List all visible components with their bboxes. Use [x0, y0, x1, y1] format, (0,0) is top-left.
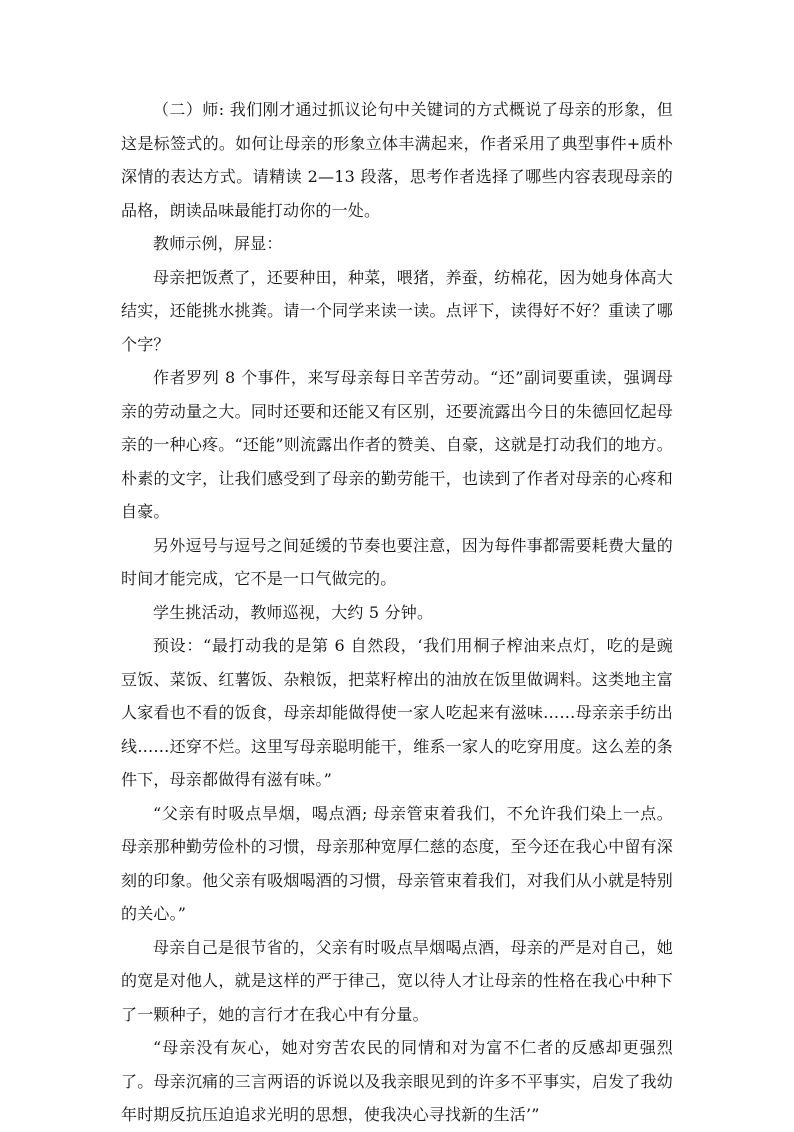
paragraph-quote-mother: “母亲没有灰心，她对穷苦农民的同情和对为富不仁者的反感却更强烈了。母亲沉痛的三言两语的诉说以及我亲眼见到的许多不平事实，启发了我幼年时期反抗压迫追求光明的思想，使我决心寻找新的生活’”	[121, 1038, 673, 1124]
paragraph-teacher-intro: （二）师: 我们刚才通过抓议论句中关键词的方式概说了母亲的形象，但这是标签式的。如何让母亲的形象立体丰满起来，作者采用了典型事件+质朴深情的表达方式。请精读 2—13 段落，思考作者选择了哪些内容表现母亲的品格，朗读品味最能打动你的一处。	[121, 100, 673, 220]
paragraph-quote-father: “父亲有时吸点旱烟，喝点酒; 母亲管束着我们，不允许我们染上一点。母亲那种勤劳俭朴的习惯，母亲那种宽厚仁慈的态度，至今还在我心中留有深刻的印象。他父亲有吸烟喝酒的习惯，母亲管束着我们，对我们从小就是特别的关心。”	[121, 803, 673, 923]
paragraph-teacher-example: 教师示例，屏显：	[153, 234, 283, 253]
document-body	[121, 93, 673, 1132]
paragraph-preset: 预设：“最打动我的是第 6 自然段，‘我们用桐子榨油来点灯，吃的是豌豆饭、菜饭、红薯饭、杂粮饭，把菜籽榨出的油放在饭里做调料。这类地主富人家看也不看的饭食，母亲却能做得使一家人吃起来有滋味……母亲亲手纺出线……还穿不烂。这里写母亲聪明能干，维系一家人的吃穿用度。这么差的条件下，母亲都做得有滋有味。”	[121, 636, 673, 789]
paragraph-student-activity: 学生挑活动，教师巡视，大约 5 分钟。	[153, 602, 434, 622]
paragraph-analysis: 作者罗列 8 个事件，来写母亲每日辛苦劳动。“还”副词要重读，强调母亲的劳动量之大。同时还要和还能又有区别，还要流露出今日的朱德回忆起母亲的一种心疼。“还能”则流露出作者的赞美、自豪，这就是打动我们的地方。朴素的文字，让我们感受到了母亲的勤劳能干，也读到了作者对母亲的心疼和自豪。	[121, 368, 673, 521]
paragraph-rhythm-note: 另外逗号与逗号之间延缓的节奏也要注意，因为每件事都需要耗费大量的时间才能完成，它不是一口气做完的。	[121, 535, 673, 588]
paragraph-example-text: 母亲把饭煮了，还要种田，种菜，喂猪，养蚕，纺棉花，因为她身体高大结实，还能挑水挑粪。请一个同学来读一读。点评下，读得好不好？重读了哪个字？	[121, 267, 673, 354]
paragraph-mother-character: 母亲自己是很节省的，父亲有时吸点旱烟喝点酒，母亲的严是对自己，她的宽是对他人，就是这样的严于律己，宽以待人才让母亲的性格在我心中种下了一颗种子，她的言行才在我心中有分量。	[121, 937, 673, 1024]
